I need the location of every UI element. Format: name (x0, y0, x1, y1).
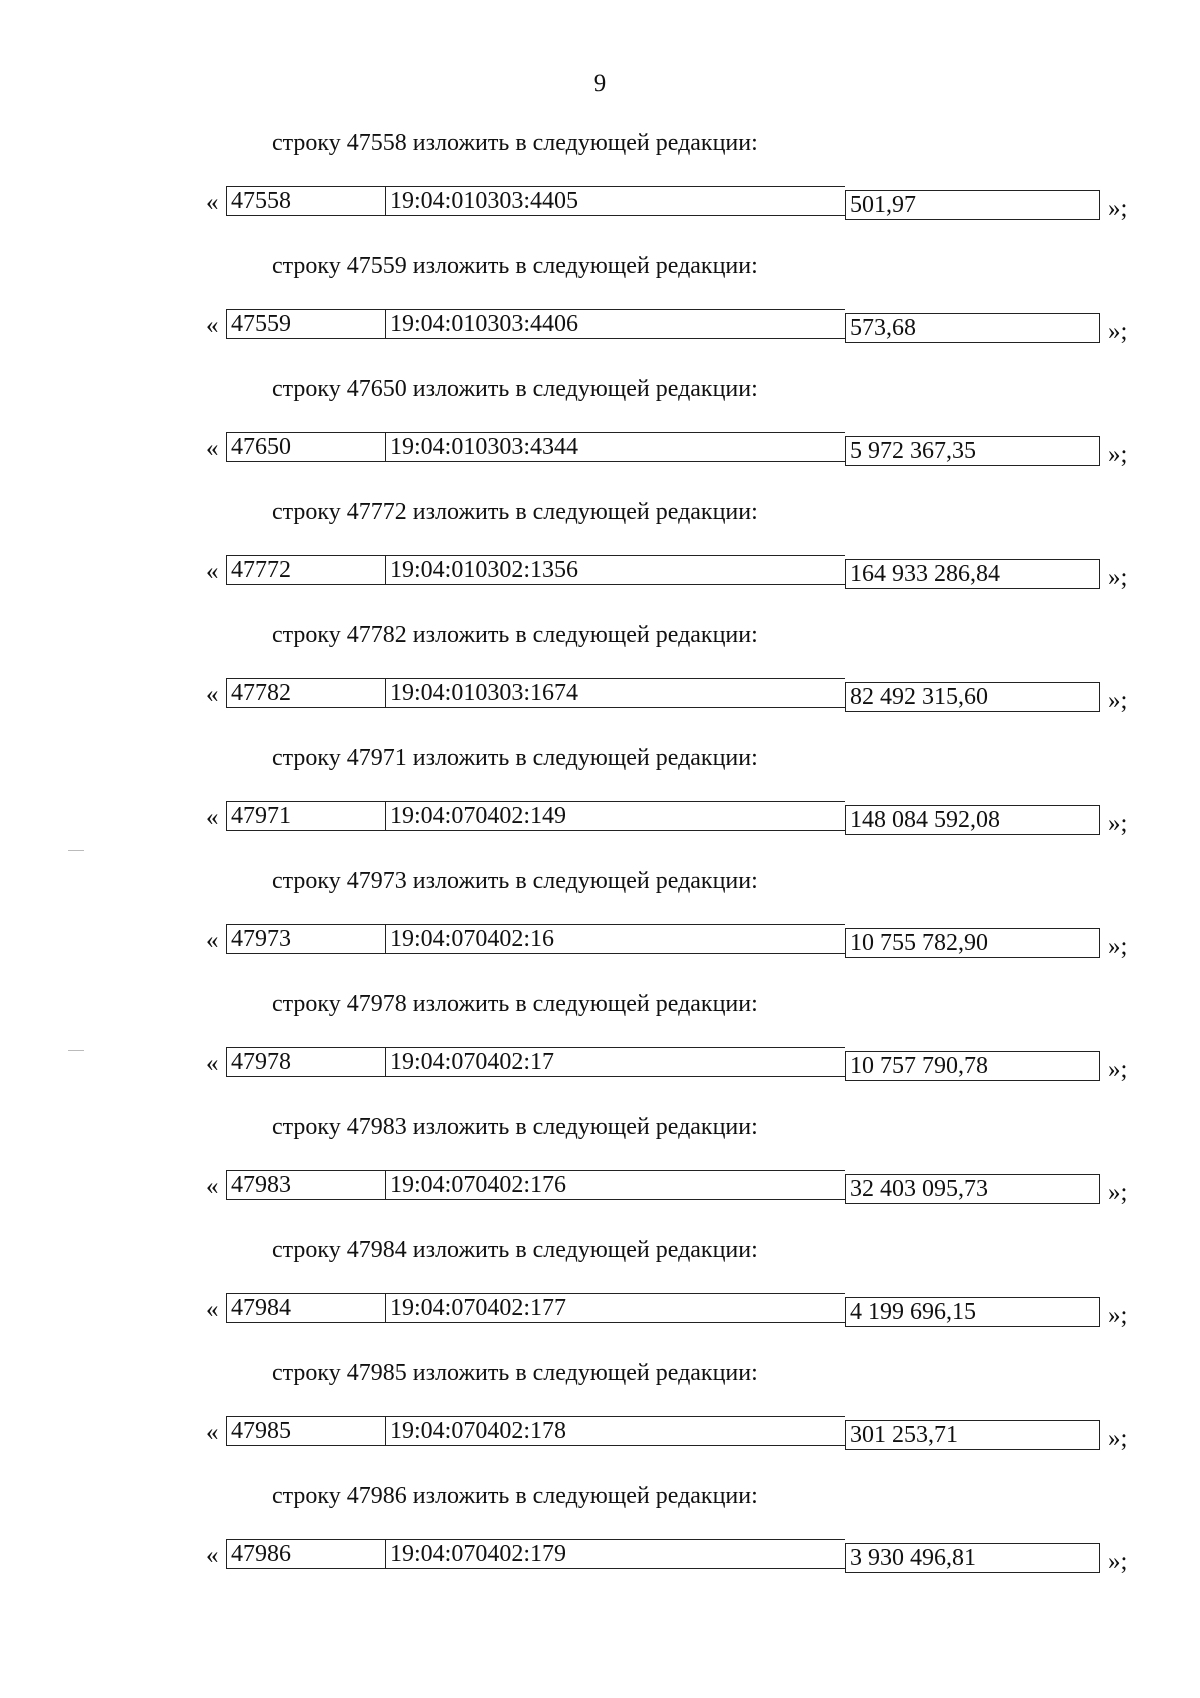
opening-quote: « (206, 1173, 219, 1200)
amendment-entry (0, 612, 1200, 735)
table-row (206, 555, 1136, 589)
cadastral-number-cell: 19:04:070402:17 (385, 1047, 845, 1077)
closing-quote: »; (1108, 933, 1128, 960)
closing-quote: »; (1108, 1548, 1128, 1575)
cadastral-value-cell: 501,97 (845, 190, 1100, 220)
table-row (206, 1047, 1136, 1081)
closing-quote: »; (1108, 1425, 1128, 1452)
cadastral-number-cell: 19:04:010303:4344 (385, 432, 845, 462)
amendment-entry (0, 243, 1200, 366)
amendment-entry (0, 1227, 1200, 1350)
opening-quote: « (206, 435, 219, 462)
table-row (206, 1293, 1136, 1327)
opening-quote: « (206, 1542, 219, 1569)
cadastral-number-cell: 19:04:070402:179 (385, 1539, 845, 1569)
amendment-list (0, 120, 1200, 1596)
table-row (206, 1539, 1136, 1573)
cadastral-number-cell: 19:04:070402:16 (385, 924, 845, 954)
opening-quote: « (206, 1050, 219, 1077)
amendment-entry (0, 981, 1200, 1104)
cadastral-number-cell: 19:04:010303:4406 (385, 309, 845, 339)
amendment-entry (0, 366, 1200, 489)
amendment-instruction: строку 47978 изложить в следующей редакции: (272, 991, 758, 1017)
cadastral-value-cell: 82 492 315,60 (845, 682, 1100, 712)
closing-quote: »; (1108, 810, 1128, 837)
table-row (206, 1170, 1136, 1204)
row-number-cell: 47559 (226, 309, 385, 339)
amendment-instruction: строку 47983 изложить в следующей редакции: (272, 1114, 758, 1140)
amendment-instruction: строку 47782 изложить в следующей редакции: (272, 622, 758, 648)
row-number-cell: 47985 (226, 1416, 385, 1446)
closing-quote: »; (1108, 564, 1128, 591)
table-row (206, 924, 1136, 958)
closing-quote: »; (1108, 687, 1128, 714)
page-number: 9 (593, 70, 607, 97)
amendment-entry (0, 489, 1200, 612)
opening-quote: « (206, 681, 219, 708)
row-number-cell: 47971 (226, 801, 385, 831)
closing-quote: »; (1108, 195, 1128, 222)
cadastral-number-cell: 19:04:070402:176 (385, 1170, 845, 1200)
closing-quote: »; (1108, 1056, 1128, 1083)
amendment-instruction: строку 47985 изложить в следующей редакции: (272, 1360, 758, 1386)
cadastral-value-cell: 3 930 496,81 (845, 1543, 1100, 1573)
amendment-entry (0, 735, 1200, 858)
row-number-cell: 47558 (226, 186, 385, 216)
amendment-instruction: строку 47559 изложить в следующей редакции: (272, 253, 758, 279)
opening-quote: « (206, 804, 219, 831)
amendment-entry (0, 1473, 1200, 1596)
opening-quote: « (206, 1296, 219, 1323)
opening-quote: « (206, 558, 219, 585)
closing-quote: »; (1108, 1179, 1128, 1206)
amendment-instruction: строку 47558 изложить в следующей редакции: (272, 130, 758, 156)
closing-quote: »; (1108, 441, 1128, 468)
cadastral-number-cell: 19:04:010303:1674 (385, 678, 845, 708)
cadastral-value-cell: 573,68 (845, 313, 1100, 343)
cadastral-number-cell: 19:04:010302:1356 (385, 555, 845, 585)
row-number-cell: 47973 (226, 924, 385, 954)
row-number-cell: 47650 (226, 432, 385, 462)
row-number-cell: 47978 (226, 1047, 385, 1077)
amendment-instruction: строку 47650 изложить в следующей редакции: (272, 376, 758, 402)
row-number-cell: 47782 (226, 678, 385, 708)
cadastral-value-cell: 32 403 095,73 (845, 1174, 1100, 1204)
cadastral-number-cell: 19:04:010303:4405 (385, 186, 845, 216)
amendment-entry (0, 858, 1200, 981)
cadastral-value-cell: 10 755 782,90 (845, 928, 1100, 958)
row-number-cell: 47986 (226, 1539, 385, 1569)
opening-quote: « (206, 1419, 219, 1446)
cadastral-value-cell: 164 933 286,84 (845, 559, 1100, 589)
cadastral-value-cell: 4 199 696,15 (845, 1297, 1100, 1327)
cadastral-value-cell: 148 084 592,08 (845, 805, 1100, 835)
cadastral-number-cell: 19:04:070402:178 (385, 1416, 845, 1446)
cadastral-value-cell: 301 253,71 (845, 1420, 1100, 1450)
table-row (206, 678, 1136, 712)
row-number-cell: 47772 (226, 555, 385, 585)
amendment-entry (0, 1350, 1200, 1473)
table-row (206, 186, 1136, 220)
closing-quote: »; (1108, 1302, 1128, 1329)
amendment-entry (0, 120, 1200, 243)
table-row (206, 309, 1136, 343)
table-row (206, 432, 1136, 466)
closing-quote: »; (1108, 318, 1128, 345)
opening-quote: « (206, 189, 219, 216)
amendment-instruction: строку 47986 изложить в следующей редакции: (272, 1483, 758, 1509)
amendment-instruction: строку 47973 изложить в следующей редакции: (272, 868, 758, 894)
cadastral-value-cell: 10 757 790,78 (845, 1051, 1100, 1081)
cadastral-number-cell: 19:04:070402:149 (385, 801, 845, 831)
table-row (206, 801, 1136, 835)
cadastral-value-cell: 5 972 367,35 (845, 436, 1100, 466)
amendment-entry (0, 1104, 1200, 1227)
amendment-instruction: строку 47772 изложить в следующей редакции: (272, 499, 758, 525)
amendment-instruction: строку 47984 изложить в следующей редакции: (272, 1237, 758, 1263)
cadastral-number-cell: 19:04:070402:177 (385, 1293, 845, 1323)
row-number-cell: 47983 (226, 1170, 385, 1200)
opening-quote: « (206, 927, 219, 954)
amendment-instruction: строку 47971 изложить в следующей редакции: (272, 745, 758, 771)
opening-quote: « (206, 312, 219, 339)
table-row (206, 1416, 1136, 1450)
row-number-cell: 47984 (226, 1293, 385, 1323)
